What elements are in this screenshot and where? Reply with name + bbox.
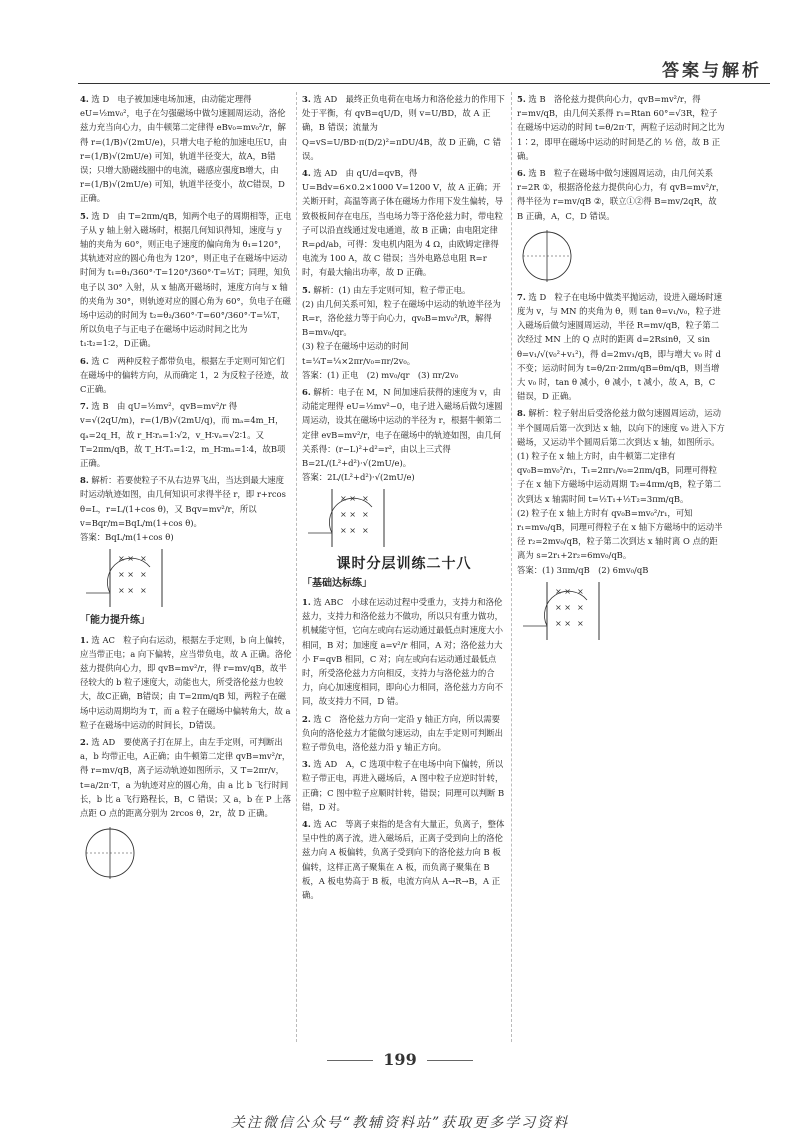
answer-item (80, 209, 292, 351)
svg-text:×: × (140, 554, 147, 564)
svg-text:× ×: × × (118, 586, 134, 596)
section-heading: 「能力提升练」 (80, 615, 150, 627)
answer-text: 解析：电子在 M，N 间加速后获得的速度为 v，由动能定理得 eU=½mv²−0，电子进入磁场后做匀速圆周运动，设其在磁场中运动的半径为 r，根据牛顿第二定律 evB=mv²/r，电子在磁场中的轨迹如图，由几何关系得：(r−L)²+d²=r²，由以上三式得 B=2L/(L²+d²)·√(2mU/e)。 答案：2L/(L²+d²)·√(2mU/e) (302, 387, 503, 483)
lesson-title: 课时分层训练二十八 (336, 556, 472, 573)
column-divider (511, 92, 512, 1042)
answer-number: 7. (517, 291, 526, 302)
answer-number: 1. (80, 634, 89, 645)
answer-text: 选 B 洛伦兹力提供向心力，qvB=mv²/r，得 r=mv/qB，由几何关系得 r₁=Rtan 60°=√3R，粒子在磁场中运动的时间 t=θ/2π·T，两粒子运动时间之比为 1∶2，即甲在磁场中运动的时间是乙的 ½ 倍，故 B 正确。 (517, 94, 725, 161)
svg-text:× ×: × × (340, 510, 356, 520)
answer-text: 选 B 由 qU=½mv²，qvB=mv²/r 得 v=√(2qU/m)，r=(1/B)√(2mU/q)，而 mₐ=4m_H，qₐ=2q_H，故 r_H∶rₐ=1∶√2，v_H∶vₐ=√2∶1。又 T=2πm/qB，故 T_H∶Tₐ=1∶2，m_H∶mₐ=1∶4，故B项正确。 (80, 401, 286, 469)
svg-text:×: × (362, 526, 369, 536)
answer-number: 1. (302, 596, 311, 607)
column-middle (302, 92, 506, 1042)
answer-number: 5. (517, 94, 526, 104)
answer-item (302, 92, 506, 163)
answer-number: 5. (80, 210, 89, 221)
answer-text: 选 ABC 小球在运动过程中受重力，支持力和洛伦兹力，支持力和洛伦兹力不做功，所以只有重力做功，机械能守恒，它向左或向右运动通过最低点时速度大小相同，B 对；加速度 a=v²/r 相同，A 对；洛伦兹力大小 F=qvB 相同，C 对；向左或向右运动通过最低点时，所受洛伦兹力方向相反，支持力与洛伦兹力的合力，向心加速度相同，即向心力相同，洛伦兹力方向不同，故支持力不同，D 错。 (302, 596, 503, 707)
answer-item (80, 473, 292, 544)
svg-text:×: × (362, 510, 369, 520)
svg-text:× ×: × × (555, 586, 571, 596)
answer-text: 选 C 两种反粒子都带负电，根据左手定则可知它们在磁场中的偏转方向，从而确定 1，2 为反粒子径迹，故C正确。 (80, 355, 289, 395)
answer-item (80, 354, 292, 397)
answer-item (302, 595, 506, 709)
answer-item (517, 406, 725, 576)
answer-text: 选 D 电子被加速电场加速，由动能定理得 eU=½mv₀²，电子在匀强磁场中做匀速圆周运动，洛伦兹力充当向心力，由牛顿第二定律得 eBv₀=mv₀²/r，解得 r=(1/B)√(2mU/e)，只增大电子枪的加速电压U，由 r=(1/B)√(2mU/e) 可知，轨道半径变大，故A，B错误；只增大励磁线圈中的电流，磁感应强度B增大，由 r=(1/B)√(2mU/e) 可知，轨道半径变小，故C错误，D正确。 (80, 94, 288, 204)
circular-orbit-figure (517, 226, 725, 286)
circular-orbit-figure (80, 823, 292, 883)
answer-number: 8. (80, 475, 89, 486)
answer-number: 3. (302, 94, 311, 104)
page-header-title: 答案与解析 (662, 61, 762, 81)
magnetic-field-figure (302, 487, 506, 549)
magnetic-field-figure (80, 547, 292, 609)
answer-text: 选 AD 要使离子打在屏上，由左手定则，可判断出 a，b 均带正电，A正确；由牛顿第二定律 qvB=mv²/r，得 r=mv/qB，离子运动轨迹如图所示，又 T=2πr/v，t=a/2π·T，a 为轨迹对应的圆心角，由 a 比 b 飞行时间长，b 比 a 飞行路程长，B，C 错误；又 a，b 在 P 上落点距 O 点的距离分别为 2rcos θ，2r，故 D 正确。 (80, 736, 291, 818)
answer-number: 4. (302, 818, 311, 829)
answer-text: 选 B 粒子在磁场中做匀速圆周运动，由几何关系 r=2R ①，根据洛伦兹力提供向心力，有 qvB=mv²/r，得半径为 r=mv/qB ②，联立①②得 B=mv/2qR，故 B 正确，A，C，D 错误。 (517, 168, 725, 221)
page-number: 199 (383, 1050, 417, 1069)
answer-item (302, 757, 506, 814)
column-left (80, 92, 292, 1042)
answer-text: 选 AD A，C 选项中粒子在电场中向下偏转，所以粒子带正电，再进入磁场后，A 图中粒子应逆时针转，正确；C 图中粒子应顺时针转，错误；同理可以判断 B 错，D 对。 (302, 759, 505, 812)
section-heading: 「基础达标练」 (302, 577, 372, 589)
answer-text: 选 D 由 T=2πm/qB，知两个电子的周期相等，正电子从 y 轴上射入磁场时，根据几何知识得知，速度与 y 轴的夹角为 60°，则正电子速度的偏向角为 θ₁=120°，其轨迹对应的圆心角也为 120°，则正电子在磁场中运动时间为 t₁=θ₁/360°·T=120°/360°·T=⅓T；同理，知负电子以 30° 入射，从 x 轴离开磁场时，速度方向与 x 轴的夹角为 30°，则轨迹对应的圆心角为 60°，负电子在磁场中运动的时间为 t₂=θ₂/360°·T=60°/360°·T=⅙T，所以负电子与正电子在磁场中运动时间之比为 t₁∶t₂=1∶2，D正确。 (80, 210, 292, 349)
answer-text: 解析：(1) 由左手定则可知，粒子带正电。 (2) 由几何关系可知，粒子在磁场中运动的轨迹半径为 R=r，洛伦兹力等于向心力，qv₀B=mv₀²/R，解得 B=mv₀/qr。 (3) 粒子在磁场中运动的时间 t=¼T=¼×2πr/v₀=πr/2v₀。 答案：(1) 正电 (2) mv₀/qr (3) πr/2v₀ (302, 284, 501, 380)
answer-number: 4. (302, 168, 311, 179)
svg-text:× ×: × × (118, 570, 134, 580)
answer-item (302, 712, 506, 755)
answer-number: 6. (80, 355, 89, 366)
answer-text: 选 D 粒子在电场中做类平抛运动，设进入磁场时速度为 v，与 MN 的夹角为 θ，则 tan θ=v₁/v₀，粒子进入磁场后做匀速圆周运动，半径 R=mv/qB，粒子第二次经过 MN 上的 Q 点时的距离 d=2Rsinθ，又 sin θ=v₁/√(v₀²+v₁²)，得 d=2mv₁/qB，即与增大 v₀ 时 d 不变；运动时间为 t=θ/2π·2πm/qB=θm/qB，则当增大 v₀ 时，tan θ 减小，θ 减小，t 减小，故 A，B，C 错误，D 正确。 (517, 291, 723, 402)
answer-text: 选 AC 等离子束指的是含有大量正，负离子，整体呈中性的离子流，进入磁场后，正离子受到向上的洛伦兹力向 A 板偏转，负离子受到向下的洛伦兹力向 B 板偏转，这样正离子聚集在 A 板，而负离子聚集在 B 板，A 板电势高于 B 板，电流方向从 A→R→B，A 正确。 (302, 818, 505, 900)
answer-item (302, 385, 506, 484)
answer-number: 2. (302, 713, 311, 724)
answer-text: 解析：若要使粒子不从右边界飞出，当达到最大速度时运动轨迹如图，由几何知识可求得半径 r，即 r+rcos θ=L，r=L/(1+cos θ)，又 Bqv=mv²/r，所以 v=Bqr/m=BqL/m(1+cos θ)。 答案：BqL/m(1+cos θ) (80, 475, 286, 543)
answer-item (80, 399, 292, 470)
answer-number: 5. (302, 284, 311, 295)
column-divider (296, 92, 297, 1042)
answer-item (80, 92, 292, 206)
header-rule (78, 83, 770, 84)
footer-note: 关注微信公众号“教辅资料站”获取更多学习资料 (230, 1115, 570, 1131)
answer-number: 3. (302, 759, 311, 770)
answer-item (80, 735, 292, 820)
page-number-row (0, 1050, 800, 1069)
answer-text: 选 AD 最终正负电荷在电场力和洛伦兹力的作用下处于平衡，有 qvB=qU/D，则 v=U/BD，故 A 正确，B 错误；流量为 Q=vS=U/BD·π(D/2)²=πDU/4B，故 D 正确，C 错误。 (302, 94, 505, 161)
magnetic-field-figure (517, 580, 725, 642)
answer-item (302, 817, 506, 902)
svg-text:×: × (577, 602, 584, 612)
answer-item (517, 290, 725, 404)
answer-item (302, 283, 506, 382)
svg-text:× ×: × × (555, 618, 571, 628)
answer-text: 选 AC 粒子向右运动，根据左手定则，b 向上偏转，应当带正电；a 向下偏转，应当带负电，故 A 正确。洛伦兹力提供向心力，即 qvB=mv²/r，得 r=mv/qB，故半径较大的 b 粒子速度大，动能也大，所受洛伦兹力也较大，故C正确，B错误；由 T=2πm/qB 知，两粒子在磁场中运动周期均为 T，而 a 粒子在磁场中偏转角大，故 a 粒子在磁场中运动的时间长，D错误。 (80, 634, 292, 730)
answer-text: 选 C 洛伦兹力方向一定沿 y 轴正方向，所以需要负向的洛伦兹力才能做匀速运动，由左手定则可判断出粒子带负电，洛伦兹力沿 y 轴正方向。 (302, 713, 503, 752)
answer-item (517, 166, 725, 223)
answer-item (80, 633, 292, 732)
svg-text:×: × (140, 570, 147, 580)
answer-number: 8. (517, 408, 526, 419)
svg-text:× ×: × × (340, 526, 356, 536)
answer-item (302, 166, 506, 280)
answer-number: 4. (80, 94, 89, 104)
answer-number: 6. (517, 168, 526, 179)
answer-text: 选 AD 由 qU/d=qvB，得 U=Bdv=6×0.2×1000 V=1200 V，故 A 正确；开关断开时，高温等离子体在磁场力作用下发生偏转，导致极板间存在电压，当电场力等于洛伦兹力时，带电粒子可以沿直线通过发电通道，故 B 正确；由电阻定律 R=ρd/ab，可得：发电机内阻为 4 Ω，由欧姆定律得电流为 100 A，故 C 错误；当外电路总电阻 R=r 时，有最大输出功率，故 D 正确。 (302, 168, 503, 278)
svg-text:×: × (362, 494, 369, 504)
answer-number: 2. (80, 736, 89, 747)
svg-text:×: × (140, 586, 147, 596)
svg-text:× ×: × × (555, 602, 571, 612)
svg-text:× ×: × × (340, 494, 356, 504)
answer-text: 解析：粒子射出后受洛伦兹力做匀速圆周运动，运动半个圆周后第一次到达 x 轴，以向下的速度 v₀ 进入下方磁场，又运动半个圆周后第二次到达 x 轴，如图所示。 (1) 粒子在 x 轴上方时，由牛顿第二定律有 qv₀B=mv₀²/r₁，T₁=2πr₁/v₀=2πm/qB，同理可得粒子在 x 轴下方磁场中运动周期 T₂=4πm/qB，粒子第二次到达 x 轴需时间 t=½T₁+½T₂=3πm/qB。 (2) 粒子在 x 轴上方时有 qv₀B=mv₀²/r₁，可知 r₁=mv₀/qB，同理可得粒子在 x 轴下方磁场中的运动半径 r₂=2mv₀/qB，粒子第二次到达 x 轴时离 O 点的距离为 s=2r₁+2r₂=6mv₀/qB。 答案：(1) 3πm/qB (2) 6mv₀/qB (517, 408, 725, 575)
svg-text:×: × (577, 586, 584, 596)
answer-number: 6. (302, 387, 311, 398)
answer-number: 7. (80, 401, 89, 412)
svg-text:× ×: × × (118, 554, 134, 564)
answer-item (517, 92, 725, 163)
column-right (517, 92, 725, 1042)
svg-text:×: × (577, 618, 584, 628)
